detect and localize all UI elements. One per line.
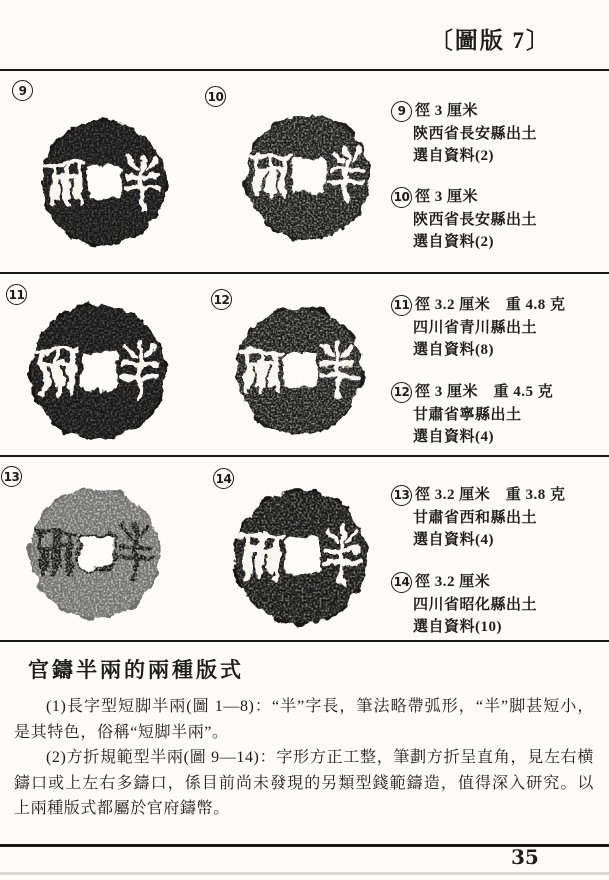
caption-provenance-line: 甘肅省寧縣出土 [413, 406, 522, 423]
paragraph-1: (1)長字型短脚半兩(圖 1—8)：“半”字長，筆法略帶弧形，“半”脚甚短小，是其特色，俗稱“短脚半兩”。 [14, 698, 594, 741]
coin-rubbing-image-11 [22, 296, 174, 448]
coin-number-badge-9: 9 [12, 80, 33, 101]
caption-provenance-line: 四川省昭化縣出土 [413, 596, 538, 613]
page-number: 35 [511, 845, 539, 869]
coin-number-badge-11: 11 [6, 284, 27, 305]
coin-rubbing-image-13 [22, 480, 168, 626]
coin-caption-12 [391, 381, 603, 449]
caption-number-badge: 14 [391, 572, 412, 593]
caption-source-line: 選自資料(10) [413, 619, 502, 635]
caption-source-line: 選自資料(4) [413, 429, 494, 445]
divider-line [0, 640, 609, 642]
caption-size-line: 徑 3 厘米 重 4.5 克 [415, 384, 554, 400]
caption-size-line: 徑 3.2 厘米 重 3.8 克 [415, 487, 566, 503]
coin-number-badge-14: 14 [213, 468, 234, 489]
caption-source-line: 選自資料(2) [413, 234, 494, 250]
coin-rubbing-image-12 [228, 300, 370, 442]
caption-size-line: 徑 3 厘米 [415, 189, 479, 205]
caption-number-badge: 13 [391, 485, 412, 506]
coin-number-badge-10: 10 [205, 86, 226, 107]
coin-number-badge-13: 13 [1, 466, 22, 487]
caption-provenance-line: 甘肅省西和縣出土 [413, 509, 538, 526]
coin-rubbing-image-14 [224, 482, 378, 632]
coin-caption-13 [391, 484, 603, 552]
caption-number-badge: 9 [391, 101, 412, 122]
coin-number-badge-12: 12 [211, 289, 232, 310]
coin-rubbing-image-10 [238, 105, 378, 249]
caption-size-line: 徑 3.2 厘米 [415, 574, 491, 590]
paragraph-2: (2)方折規範型半兩(圖 9—14)：字形方正工整，筆劃方折呈直角，見左右横鑄口或上左右多鑄口，係目前尚未發現的另類型錢範鑄造，值得深入研究。以上兩種版式都屬於官府鑄幣。 [14, 749, 594, 817]
caption-size-line: 徑 3 厘米 [415, 103, 479, 119]
caption-number-badge: 12 [391, 382, 412, 403]
caption-provenance-line: 四川省青川縣出土 [413, 319, 538, 336]
section-heading: 官鑄半兩的兩種版式 [28, 658, 244, 682]
divider-line [0, 272, 609, 274]
caption-source-line: 選自資料(2) [413, 148, 494, 164]
coin-caption-9 [391, 100, 603, 168]
caption-source-line: 選自資料(4) [413, 532, 494, 548]
divider-line [0, 69, 609, 71]
scan-edge-artifact [0, 872, 609, 875]
coin-caption-11 [391, 294, 603, 362]
caption-source-line: 選自資料(8) [413, 342, 494, 358]
caption-size-line: 徑 3.2 厘米 重 4.8 克 [415, 297, 566, 313]
caption-provenance-line: 陝西省長安縣出土 [413, 125, 538, 142]
coin-caption-14 [391, 571, 603, 639]
caption-number-badge: 10 [391, 187, 412, 208]
divider-line [0, 455, 609, 457]
plate-title: 〔圖版 7〕 [429, 28, 551, 53]
coin-caption-10 [391, 186, 603, 254]
body-text-block [14, 694, 594, 822]
caption-number-badge: 11 [391, 295, 412, 316]
coin-rubbing-image-9 [34, 112, 174, 254]
caption-provenance-line: 陝西省長安縣出土 [413, 211, 538, 228]
